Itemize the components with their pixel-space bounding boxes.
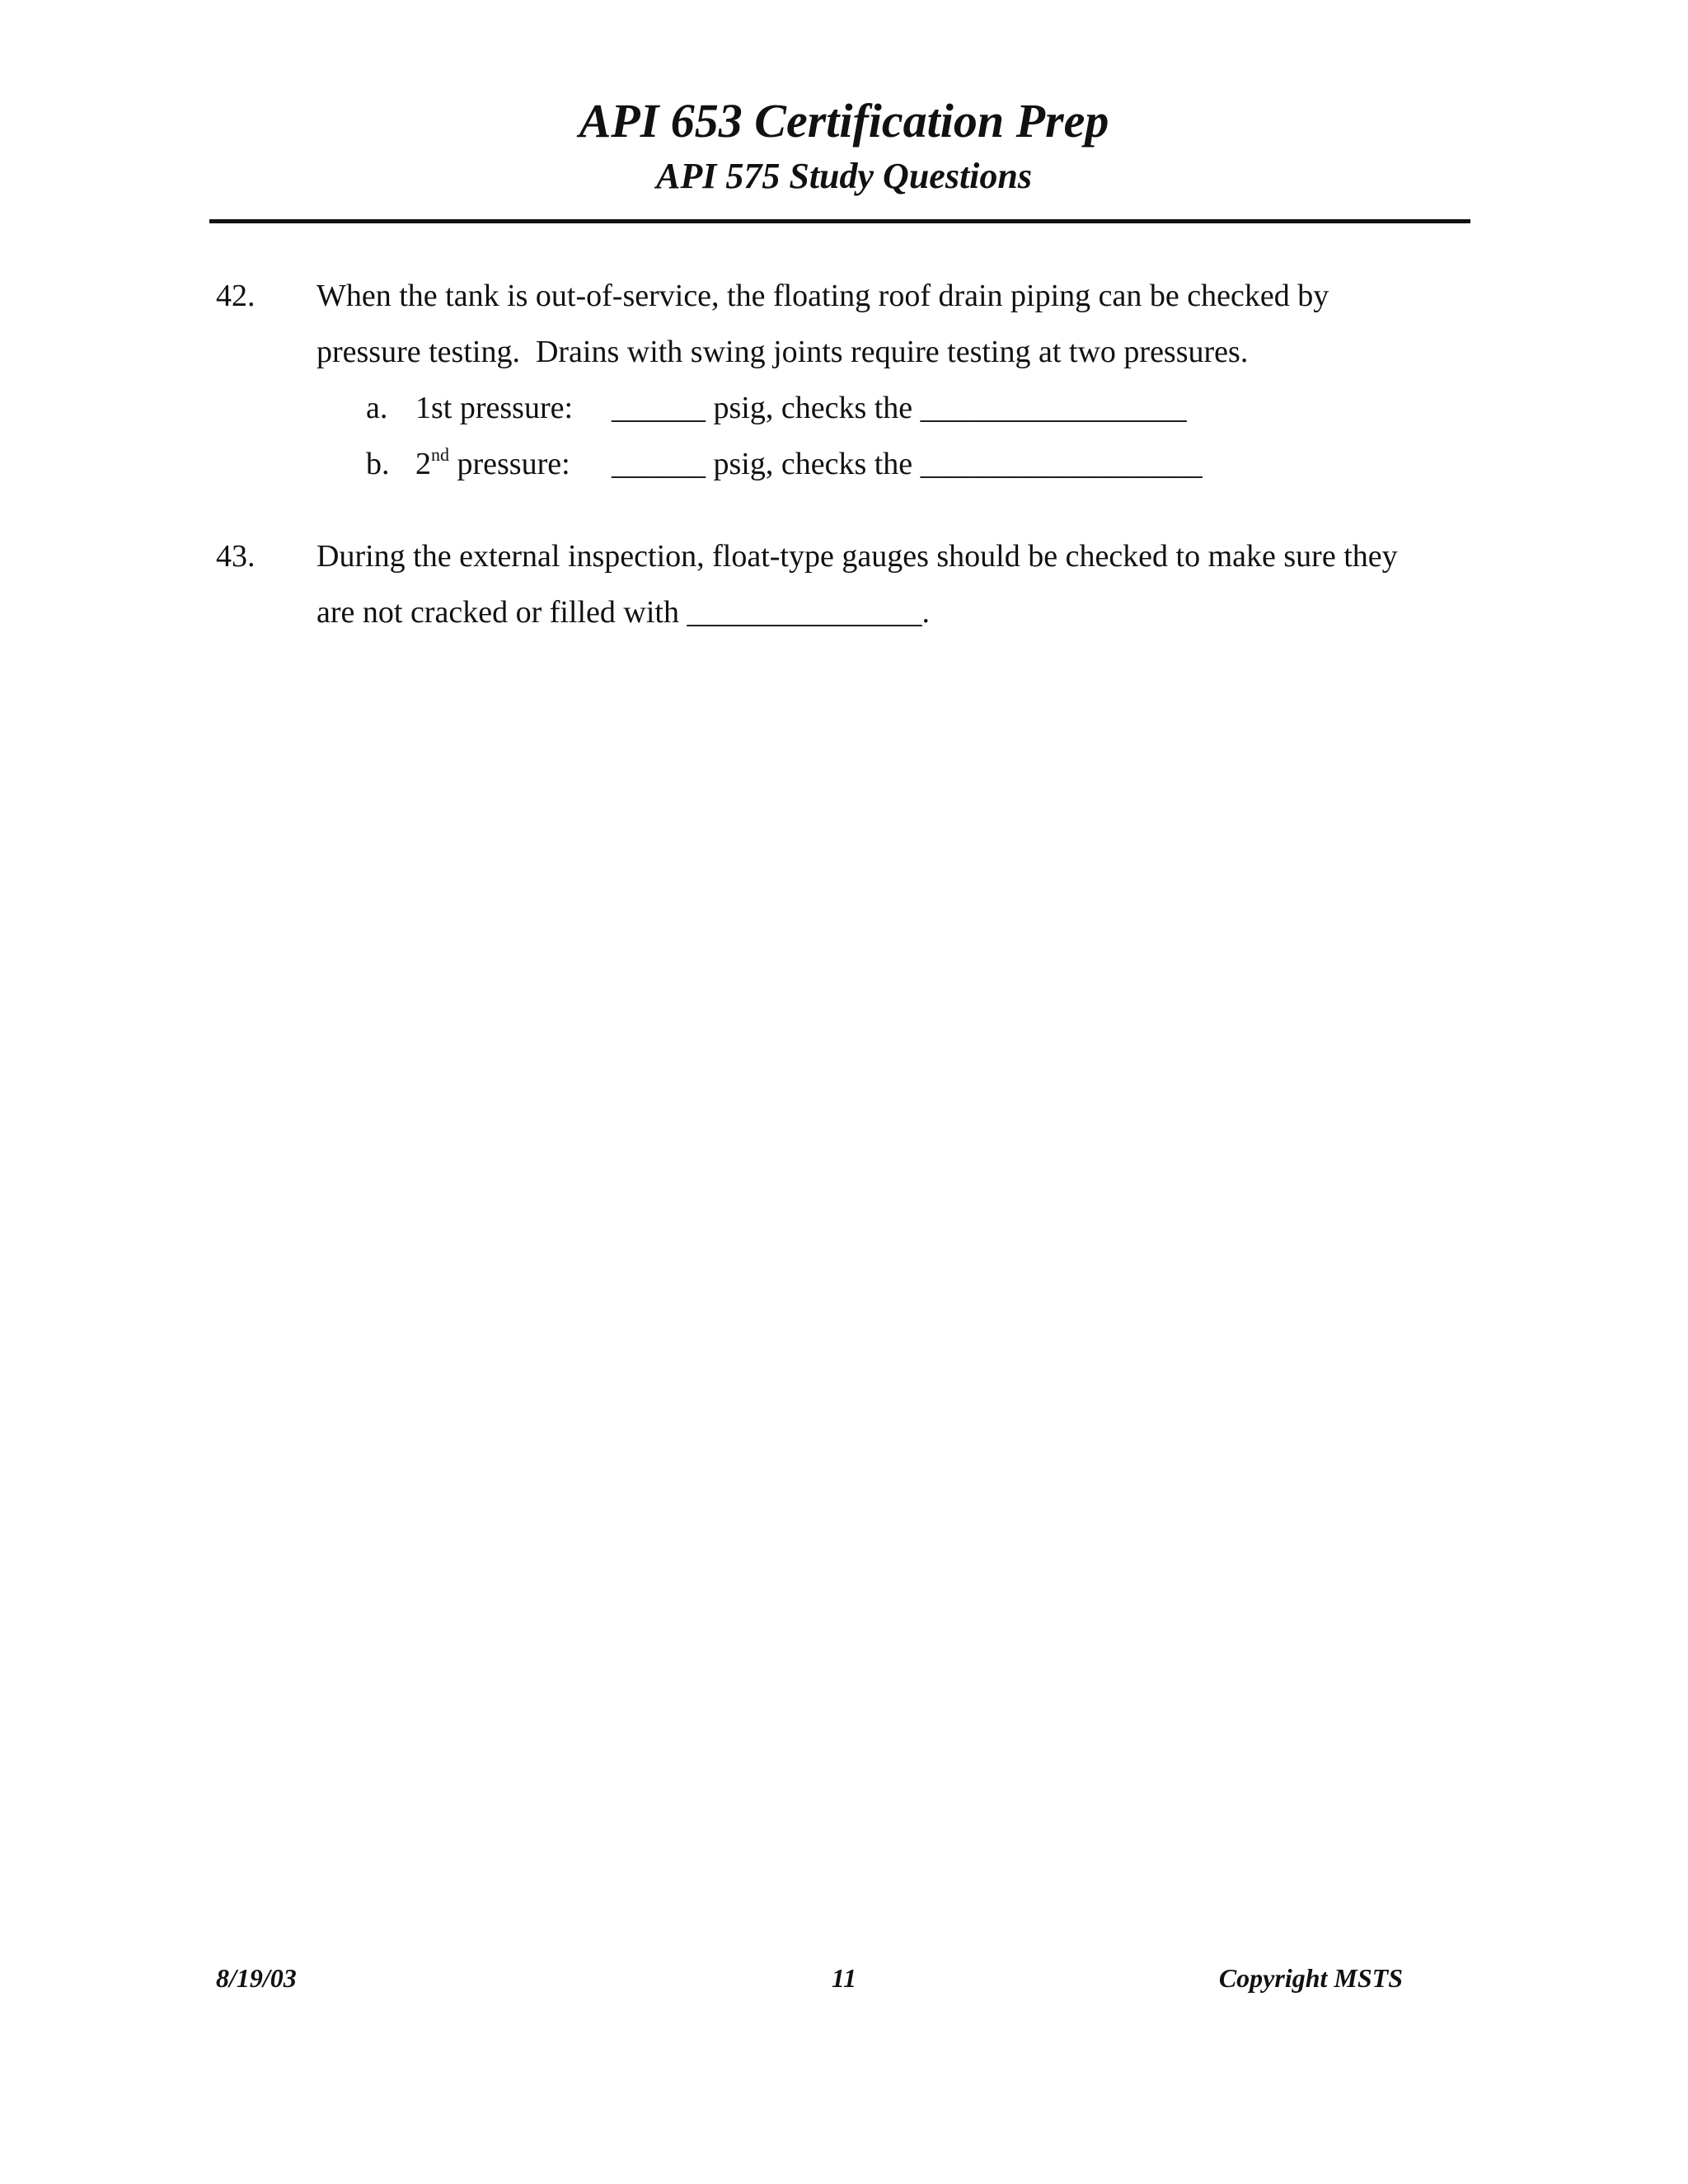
question-42-item-a-label: 1st pressure: <box>415 391 574 425</box>
footer-date: 8/19/03 <box>216 1963 297 1993</box>
item-b-label-rest: pressure: <box>449 447 570 481</box>
item-b-ordinal-number: 2 <box>415 447 431 481</box>
question-42-item-b-letter: b. <box>366 447 390 481</box>
question-42-text-line-1: When the tank is out-of-service, the floating roof drain piping can be checked by <box>316 279 1329 313</box>
footer-page-number: 11 <box>831 1963 857 1993</box>
footer-copyright: Copyright MSTS <box>1218 1963 1403 1993</box>
question-43-number: 43. <box>216 539 256 574</box>
question-42-item-a-blanks: ______ psig, checks the _________________ <box>612 391 1187 425</box>
question-42-item-a-letter: a. <box>366 391 388 425</box>
question-43-text-line-2: are not cracked or filled with _______________. <box>316 595 930 630</box>
document-title: API 653 Certification Prep <box>579 94 1109 148</box>
header-divider <box>209 219 1470 223</box>
item-b-ordinal-suffix: nd <box>431 444 449 465</box>
question-42-number: 42. <box>216 279 256 313</box>
question-42-text-line-2: pressure testing. Drains with swing joints require testing at two pressures. <box>316 335 1249 369</box>
question-43-text-line-1: During the external inspection, float-type gauges should be checked to make sure they <box>316 539 1398 574</box>
question-42-item-b-label <box>415 444 570 481</box>
document-subtitle: API 575 Study Questions <box>656 156 1032 196</box>
question-42-item-b-blanks: ______ psig, checks the __________________ <box>612 447 1203 481</box>
